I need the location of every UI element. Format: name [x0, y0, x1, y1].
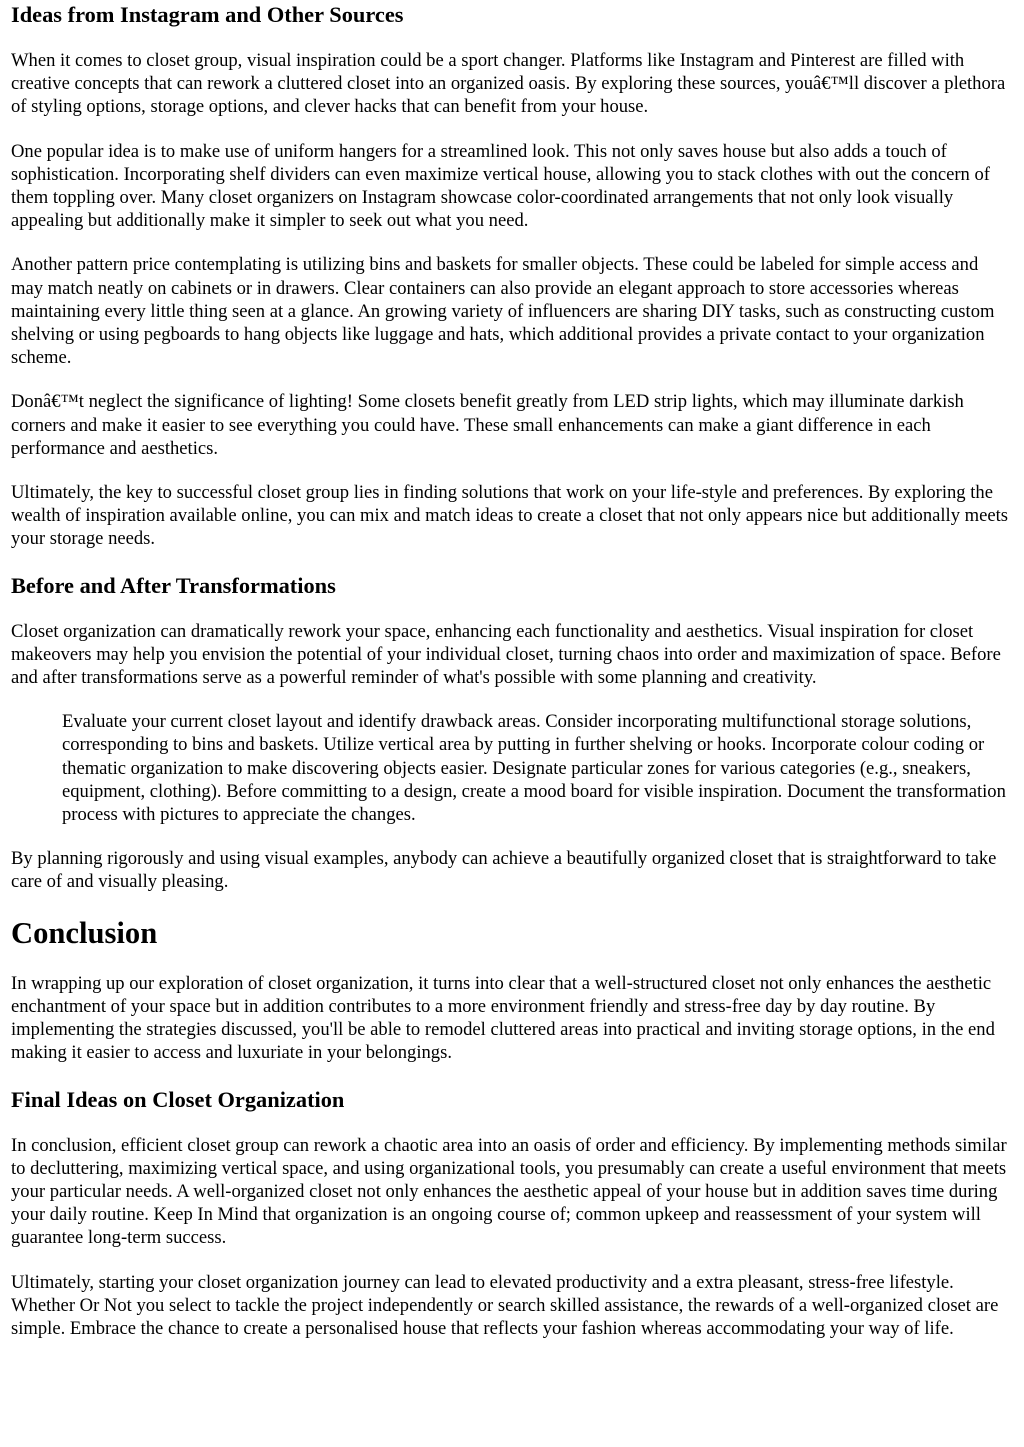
paragraph: Another pattern price contemplating is utilizing bins and baskets for smaller objects. These could be labeled for simple access and may match neatly on cabinets or in drawers. Clear containers can also provide an elegant approach to store accessories whereas maintaining every little thing seen at a glance. An growing variety of influencers are sharing DIY tasks, such as constructing custom shelving or using pegboards to hang objects like luggage and hats, which additional provides a private contact to your organization scheme.: [11, 254, 995, 369]
section-heading-conclusion: Conclusion: [11, 915, 158, 950]
section-heading-final-ideas: Final Ideas on Closet Organization: [11, 1086, 345, 1112]
blockquote-checklist: Evaluate your current closet layout and identify drawback areas. Consider incorporating multifunctional storage solutions, corresponding to bins and baskets. Utilize vertical area by putting in further shelving or hooks. Incorporate colour coding or thematic organization to make discovering objects easier. Designate particular zones for various categories (e.g., sneakers, equipment, clothing). Before committing to a design, create a mood board for visible inspiration. Document the transformation process with pictures to appreciate the changes.: [62, 711, 1006, 826]
paragraph: By planning rigorously and using visual examples, anybody can achieve a beautifully organized closet that is straightforward to take care of and visually pleasing.: [11, 848, 997, 893]
paragraph: One popular idea is to make use of uniform hangers for a streamlined look. This not only saves house but also adds a touch of sophistication. Incorporating shelf dividers can even maximize vertical house, allowing you to stack clothes with out the concern of them toppling over. Many closet organizers on Instagram showcase color-coordinated arrangements that not only look visually appealing but additionally make it simpler to seek out what you need.: [11, 140, 990, 232]
section-heading-instagram-ideas: Ideas from Instagram and Other Sources: [11, 2, 404, 27]
section-heading-before-after: Before and After Transformations: [11, 572, 336, 598]
paragraph: In wrapping up our exploration of closet organization, it turns into clear that a well-structured closet not only enhances the aesthetic enchantment of your space but in addition contributes to a more environment friendly and stress-free day by day routine. By implementing the strategies discussed, you'll be able to remodel cluttered areas into practical and inviting storage options, in the end making it easier to access and luxuriate in your belongings.: [11, 972, 995, 1064]
paragraph: Ultimately, the key to successful closet group lies in finding solutions that work on your life-style and preferences. By exploring the wealth of inspiration available online, you can mix and match ideas to create a closet that not only appears nice but additionally meets your storage needs.: [11, 482, 1009, 550]
article: [0, 1, 1024, 1340]
paragraph: In conclusion, efficient closet group can rework a chaotic area into an oasis of order and efficiency. By implementing methods similar to decluttering, maximizing vertical space, and using organizational tools, you presumably can create a useful environment that meets your particular needs. A well-organized closet not only enhances the aesthetic appeal of your house but in addition saves time during your daily routine. Keep In Mind that organization is an ongoing course of; common upkeep and reassessment of your system will guarantee long-term success.: [11, 1134, 1007, 1249]
paragraph: Donâ€™t neglect the significance of lighting! Some closets benefit greatly from LED strip lights, which may illuminate darkish corners and make it easier to see everything you could have. These small enhancements can make a giant difference in each performance and aesthetics.: [11, 391, 964, 459]
paragraph: Ultimately, starting your closet organization journey can lead to elevated productivity and a extra pleasant, stress-free lifestyle. Whether Or Not you select to tackle the project independently or search skilled assistance, the rewards of a well-organized closet are simple. Embrace the chance to create a personalised house that reflects your fashion whereas accommodating your way of life.: [11, 1271, 999, 1339]
paragraph: Closet organization can dramatically rework your space, enhancing each functionality and aesthetics. Visual inspiration for closet makeovers may help you envision the potential of your individual closet, turning chaos into order and maximization of space. Before and after transformations serve as a powerful reminder of what's possible with some planning and creativity.: [11, 620, 1001, 689]
paragraph: When it comes to closet group, visual inspiration could be a sport changer. Platforms like Instagram and Pinterest are filled with creative concepts that can rework a cluttered closet into an organized oasis. By exploring these sources, youâ€™ll discover a plethora of styling options, storage options, and clever hacks that can benefit from your house.: [11, 50, 1006, 118]
